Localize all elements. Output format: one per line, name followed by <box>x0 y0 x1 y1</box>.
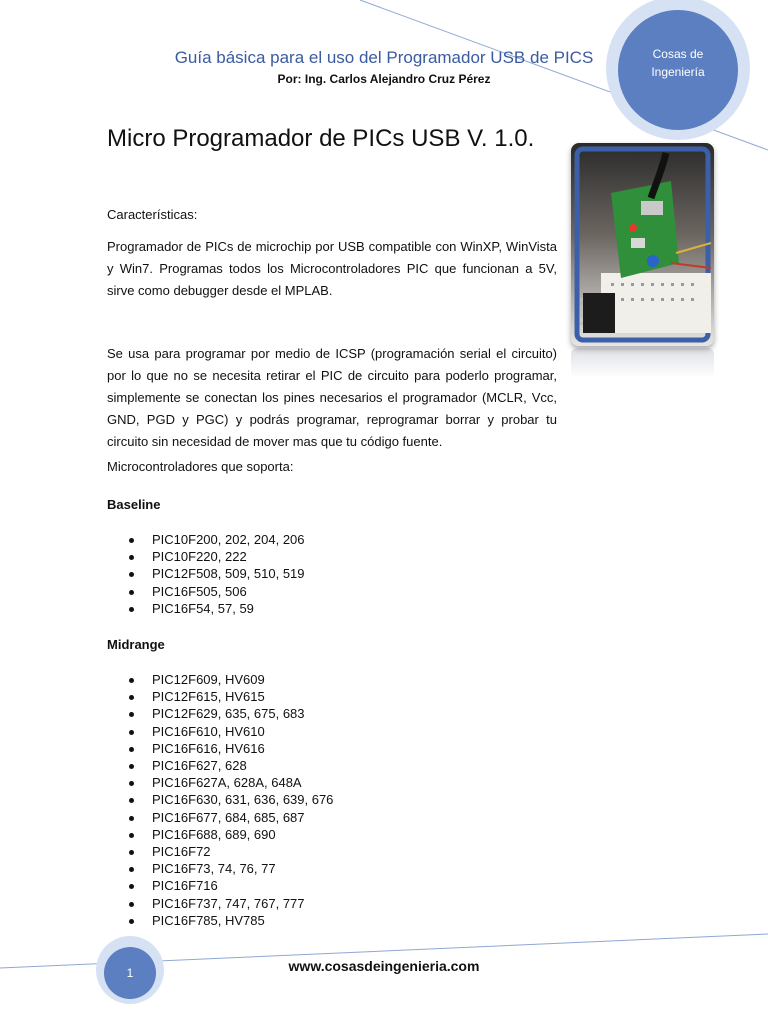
paragraph-2: Se usa para programar por medio de ICSP (programación serial el circuito) por lo que no se necesita retirar el PIC de circuito para poderlo programar, simplemente se conectan los pines necesarios el programador (MCLR, Vcc, GND, PGD y PGC) y podrás programar, reprogramar borrar y probar tu circuito sin necesidad de mover mas que tu código fuente. <box>107 346 557 449</box>
list-item: PIC16F716 <box>107 877 333 894</box>
midrange-list <box>107 671 333 929</box>
list-item: PIC16F54, 57, 59 <box>107 600 305 617</box>
baseline-heading: Baseline <box>107 497 161 512</box>
badge-line-2: Ingeniería <box>651 65 705 79</box>
supported-heading: Microcontroladores que soporta: <box>107 459 294 474</box>
features-heading: Características: <box>107 207 198 222</box>
footer-url: www.cosasdeingenieria.com <box>288 958 480 974</box>
list-item: PIC16F627A, 628A, 648A <box>107 774 333 791</box>
page-number: 1 <box>126 966 134 980</box>
header-author: Por: Ing. Carlos Alejandro Cruz Pérez <box>277 72 491 86</box>
list-item: PIC16F72 <box>107 843 333 860</box>
header-title: Guía básica para el uso del Programador USB de PICS <box>174 48 594 67</box>
list-item: PIC16F688, 689, 690 <box>107 826 333 843</box>
list-item: PIC12F609, HV609 <box>107 671 333 688</box>
programmer-photo <box>571 143 714 346</box>
list-item: PIC16F677, 684, 685, 687 <box>107 809 333 826</box>
list-item: PIC16F785, HV785 <box>107 912 333 929</box>
list-item: PIC16F73, 74, 76, 77 <box>107 860 333 877</box>
list-item: PIC10F200, 202, 204, 206 <box>107 531 305 548</box>
photo-reflection <box>571 348 714 378</box>
list-item: PIC16F630, 631, 636, 639, 676 <box>107 791 333 808</box>
header-badge <box>628 45 728 105</box>
list-item: PIC10F220, 222 <box>107 548 305 565</box>
paragraph-1: Programador de PICs de microchip por USB compatible con WinXP, WinVista y Win7. Programas todos los Microcontroladores PIC que funcionan a 5V, sirve como debugger desde el MPLAB. <box>107 239 557 298</box>
list-item: PIC16F505, 506 <box>107 583 305 600</box>
list-item: PIC16F616, HV616 <box>107 740 333 757</box>
list-item: PIC16F610, HV610 <box>107 723 333 740</box>
midrange-heading: Midrange <box>107 637 165 652</box>
list-item: PIC12F615, HV615 <box>107 688 333 705</box>
list-item: PIC12F508, 509, 510, 519 <box>107 565 305 582</box>
baseline-list <box>107 531 305 617</box>
list-item: PIC16F627, 628 <box>107 757 333 774</box>
badge-line-1: Cosas de <box>652 47 704 61</box>
list-item: PIC12F629, 635, 675, 683 <box>107 705 333 722</box>
list-item: PIC16F737, 747, 767, 777 <box>107 895 333 912</box>
document-title: Micro Programador de PICs USB V. 1.0. <box>107 125 535 152</box>
